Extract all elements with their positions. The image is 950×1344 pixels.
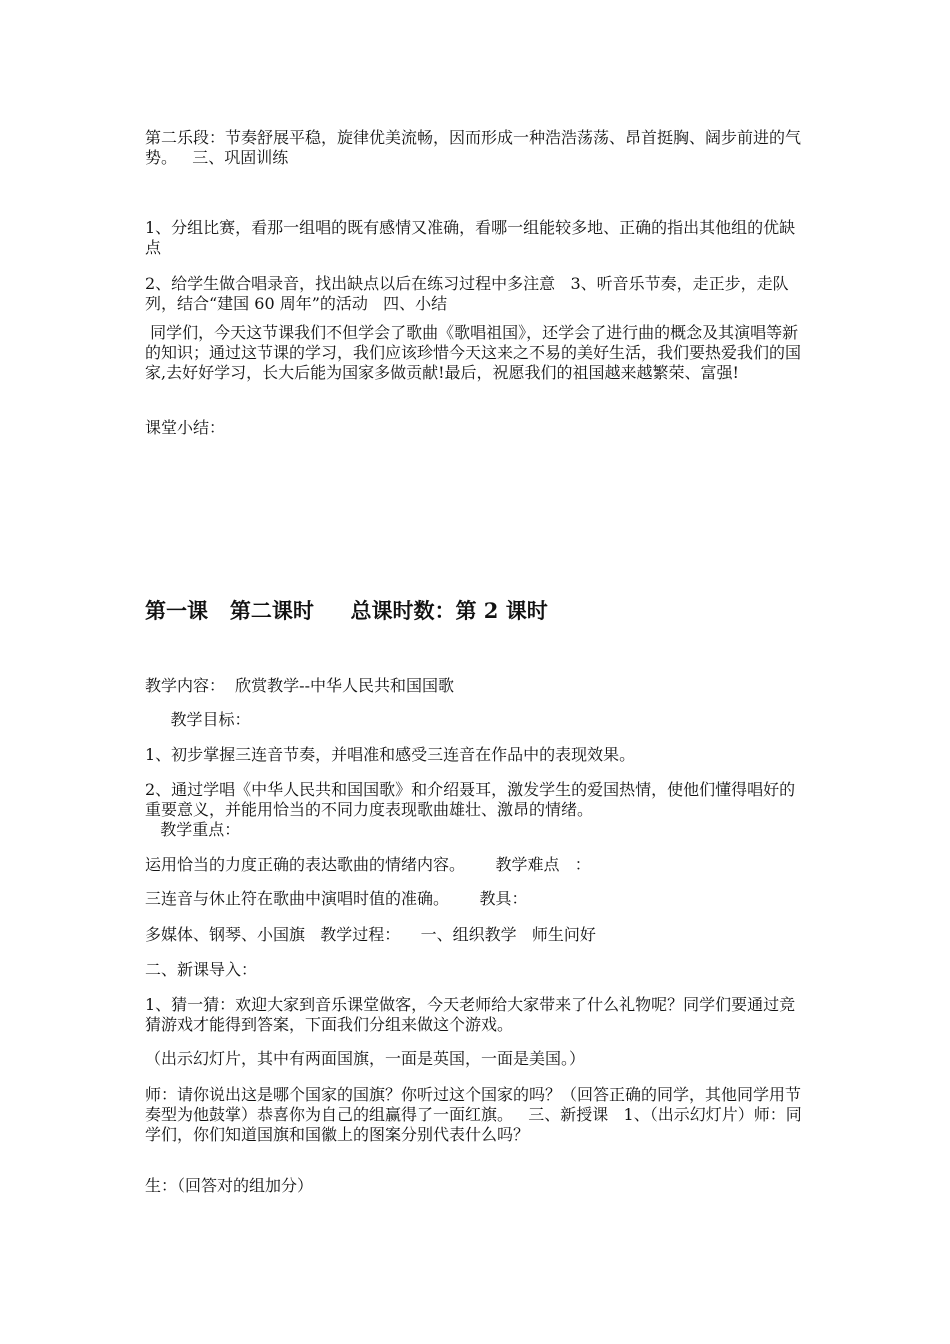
paragraph-key-points: 运用恰当的力度正确的表达歌曲的情绪内容。 教学难点 ：: [145, 855, 591, 874]
paragraph-teacher-question: 师：请你说出这是哪个国家的国旗？你听过这个国家的吗？（回答正确的同学，其他同学用节奏型为他鼓掌）恭喜你为自己的组赢得了一面红旗。 三、新授课 1、（出示幻灯片）师：同学们，你们知道国旗和国徽上的图案分别代表什么吗？: [145, 1085, 802, 1144]
paragraph-teaching-content: 教学内容： 欣赏教学--中华人民共和国国歌: [145, 676, 454, 695]
paragraph-conclusion: 同学们，今天这节课我们不但学会了歌曲《歌唱祖国》，还学会了进行曲的概念及其演唱等新的知识；通过这节课的学习，我们应该珍惜今天这来之不易的美好生活，我们要热爱我们的国家,去好好学习，长大后能为国家多做贡献!最后，祝愿我们的祖国越来越繁荣、富强!: [145, 323, 802, 382]
paragraph-student-answer: 生：（回答对的组加分）: [145, 1176, 314, 1195]
paragraph-guess-game: 1、猜一猜：欢迎大家到音乐课堂做客，今天老师给大家带来了什么礼物呢？同学们要通过竞猜游戏才能得到答案，下面我们分组来做这个游戏。: [145, 995, 796, 1034]
paragraph-group-contest: 1、分组比赛，看那一组唱的既有感情又准确，看哪一组能较多地、正确的指出其他组的优缺点: [145, 218, 796, 257]
paragraph-recording: 2、给学生做合唱录音，找出缺点以后在练习过程中多注意 3、听音乐节奏，走正步，走队列，结合“建国 60 周年”的活动 四、小结: [145, 274, 789, 313]
paragraph-difficulties: 三连音与休止符在歌曲中演唱时值的准确。 教具：: [145, 889, 528, 908]
paragraph-teaching-goals: 教学目标：: [145, 710, 251, 729]
paragraph-goal-1: 1、初步掌握三连音节奏，并唱准和感受三连音在作品中的表现效果。: [145, 745, 636, 764]
paragraph-class-summary: 课堂小结：: [145, 418, 226, 437]
paragraph-teaching-process: 多媒体、钢琴、小国旗 教学过程： 一、组织教学 师生问好: [145, 925, 596, 944]
paragraph-goal-2: 2、通过学唱《中华人民共和国国歌》和介绍聂耳，激发学生的爱国热情，使他们懂得唱好的重要意义，并能用恰当的不同力度表现歌曲雄壮、激昂的情绪。 教学重点：: [145, 780, 796, 839]
paragraph-slide-flags: （出示幻灯片，其中有两面国旗，一面是英国，一面是美国。）: [145, 1049, 586, 1068]
paragraph-new-lesson-intro: 二、新课导入：: [145, 960, 258, 979]
paragraph-second-section: 第二乐段：节奏舒展平稳，旋律优美流畅，因而形成一种浩浩荡荡、昂首挺胸、阔步前进的气势。 三、巩固训练: [145, 128, 802, 167]
lesson-heading: 第一课 第二课时 总课时数：第 2 课时: [145, 598, 548, 623]
